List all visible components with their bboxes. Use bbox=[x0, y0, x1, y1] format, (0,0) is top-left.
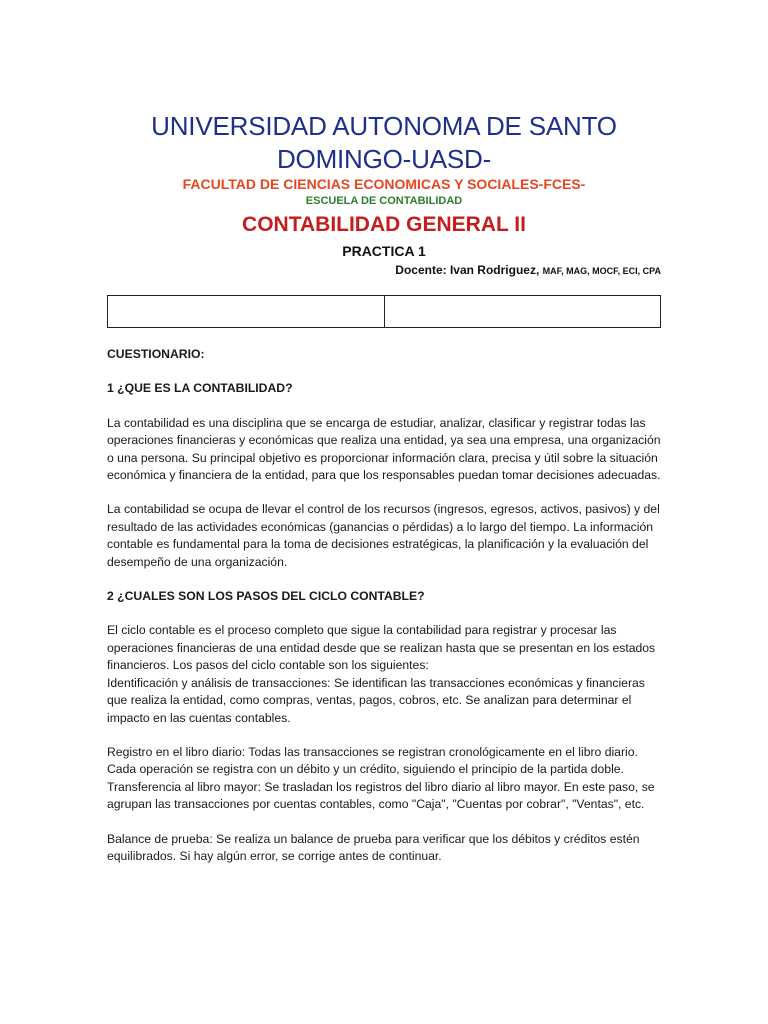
faculty-title: FACULTAD DE CIENCIAS ECONOMICAS Y SOCIALES-FCES- bbox=[182, 176, 586, 192]
name-table bbox=[107, 295, 661, 328]
course-title: CONTABILIDAD GENERAL II bbox=[242, 213, 526, 236]
questionnaire-heading: CUESTIONARIO: bbox=[107, 347, 205, 361]
university-title: UNIVERSIDAD AUTONOMA DE SANTO DOMINGO-UASD- bbox=[151, 111, 617, 174]
table-cell-right bbox=[384, 296, 661, 327]
document-body bbox=[107, 346, 663, 882]
question-1-paragraph-2: La contabilidad se ocupa de llevar el control de los recursos (ingresos, egresos, activos, pasivos) y del resultado de las actividades económicas (ganancias o pérdidas) a lo largo del tiempo. La información contable es fundamental para la toma de decisiones estratégicas, la planificación y la evaluación del desempeño de una organización. bbox=[107, 502, 660, 569]
practice-title: PRACTICA 1 bbox=[342, 243, 426, 259]
question-1-title: 1 ¿QUE ES LA CONTABILIDAD? bbox=[107, 381, 293, 396]
question-2-paragraph-2: Identificación y análisis de transacciones: Se identifican las transacciones económicas y financieras que realiza la entidad, como compras, ventas, pagos, cobros, etc. Se analizan para determinar el impacto en las cuentas contables. bbox=[107, 675, 645, 725]
teacher-line bbox=[395, 263, 661, 277]
question-2-title: 2 ¿CUALES SON LOS PASOS DEL CICLO CONTABLE? bbox=[107, 589, 425, 604]
teacher-degrees: MAF, MAG, MOCF, ECI, CPA bbox=[542, 266, 661, 276]
teacher-name: Docente: Ivan Rodriguez, bbox=[395, 263, 540, 277]
question-2-paragraph-5: Balance de prueba: Se realiza un balance de prueba para verificar que los débitos y créditos estén equilibrados. Si hay algún error, se corrige antes de continuar. bbox=[107, 831, 640, 863]
question-2-paragraph-4: Transferencia al libro mayor: Se trasladan los registros del libro diario al libro mayor. En este paso, se agrupan las transacciones por cuentas contables, como "Caja", "Cuentas por cobrar", "Ventas", etc. bbox=[107, 779, 655, 812]
question-1-paragraph-1: La contabilidad es una disciplina que se encarga de estudiar, analizar, clasificar y registrar todas las operaciones financieras y económicas que realiza una entidad, ya sea una empresa, una organización o una persona. Su principal objetivo es proporcionar información clara, precisa y útil sobre la situación económica y financiera de la entidad, para que los responsables puedan tomar decisiones adecuadas. bbox=[107, 415, 661, 483]
question-2-paragraph-3: Registro en el libro diario: Todas las transacciones se registran cronológicamente en el libro diario. Cada operación se registra con un débito y un crédito, siguiendo el principio de la partida doble. bbox=[107, 744, 638, 777]
school-title: ESCUELA DE CONTABILIDAD bbox=[305, 195, 463, 207]
question-2-paragraph-1: El ciclo contable es el proceso completo que sigue la contabilidad para registrar y procesar las operaciones financieras de una entidad desde que se realizan hasta que se presentan en los estados financieros. Los pasos del ciclo contable son los siguientes: bbox=[107, 623, 656, 673]
table-cell-left bbox=[108, 296, 384, 327]
